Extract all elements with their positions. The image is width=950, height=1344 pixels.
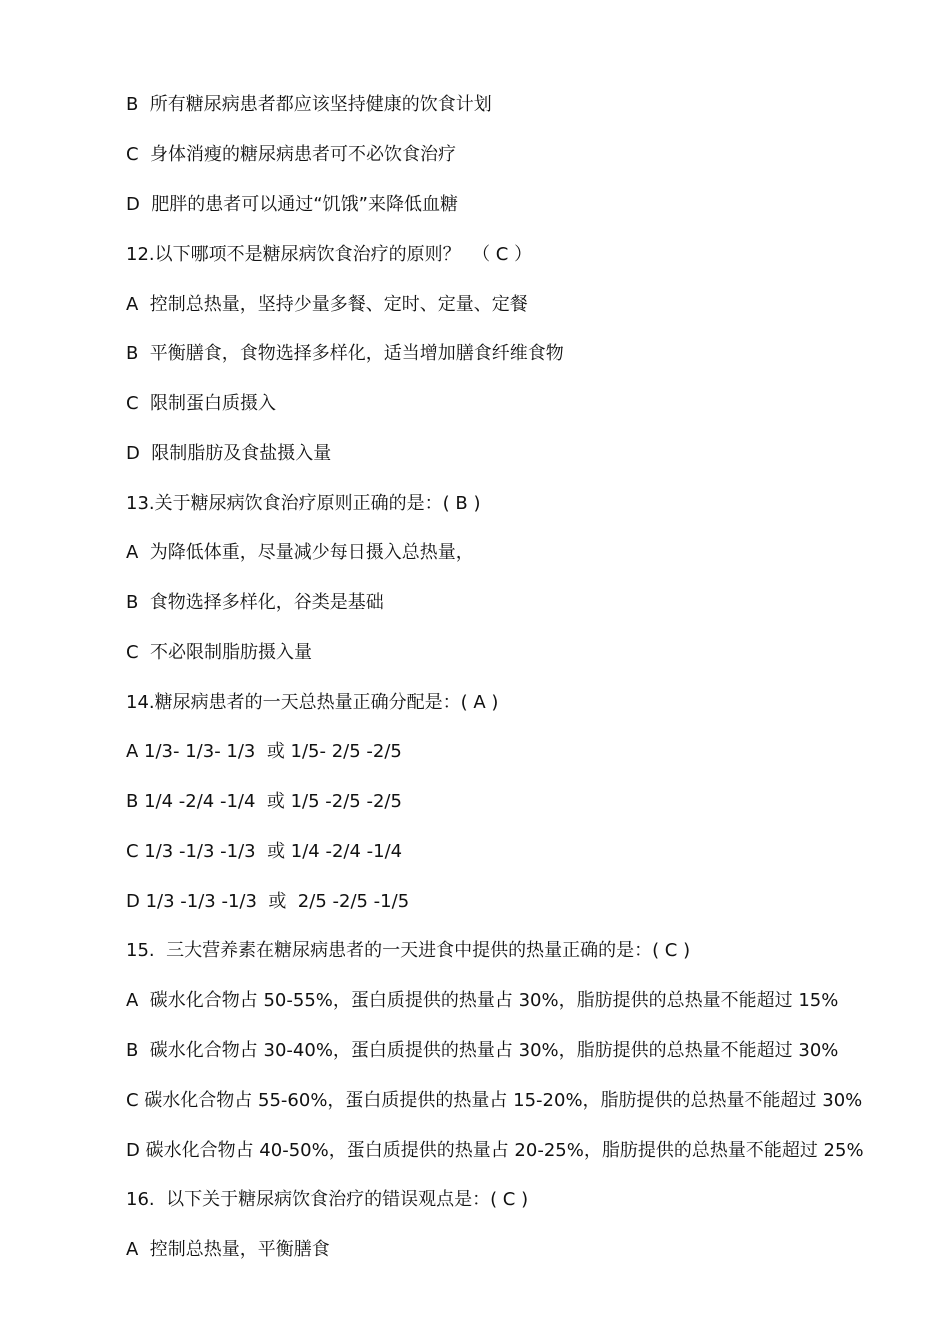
- question-line: 15. 三大营养素在糖尿病患者的一天进食中提供的热量正确的是：( C ): [126, 940, 691, 961]
- option-line: A 1/3- 1/3- 1/3 或 1/5- 2/5 -2/5: [126, 741, 402, 762]
- option-line: C 限制蛋白质摄入: [126, 393, 277, 414]
- option-line: A 控制总热量，平衡膳食: [126, 1239, 330, 1260]
- question-line: 16. 以下关于糖尿病饮食治疗的错误观点是：( C ): [126, 1189, 529, 1210]
- option-line: A 碳水化合物占 50-55%，蛋白质提供的热量占 30%，脂肪提供的总热量不能超过 15%: [126, 990, 839, 1011]
- option-line: B 食物选择多样化，谷类是基础: [126, 592, 384, 613]
- option-line: D 限制脂肪及食盐摄入量: [126, 443, 332, 464]
- option-line: A 控制总热量，坚持少量多餐、定时、定量、定餐: [126, 294, 528, 315]
- option-line: C 不必限制脂肪摄入量: [126, 642, 313, 663]
- option-line: D 1/3 -1/3 -1/3 或 2/5 -2/5 -1/5: [126, 891, 410, 912]
- option-line: D 肥胖的患者可以通过“饥饿”来降低血糖: [126, 194, 458, 215]
- question-line: 12.以下哪项不是糖尿病饮食治疗的原则？ （ C ）: [126, 244, 533, 265]
- option-line: D 碳水化合物占 40-50%，蛋白质提供的热量占 20-25%，脂肪提供的总热量不能超过 25%: [126, 1140, 864, 1161]
- option-line: C 1/3 -1/3 -1/3 或 1/4 -2/4 -1/4: [126, 841, 403, 862]
- question-line: 13.关于糖尿病饮食治疗原则正确的是：( B ): [126, 493, 481, 514]
- option-line: C 碳水化合物占 55-60%，蛋白质提供的热量占 15-20%，脂肪提供的总热量不能超过 30%: [126, 1090, 863, 1111]
- option-line: A 为降低体重，尽量减少每日摄入总热量，: [126, 542, 474, 563]
- question-line: 14.糖尿病患者的一天总热量正确分配是：( A ): [126, 692, 499, 713]
- option-line: B 1/4 -2/4 -1/4 或 1/5 -2/5 -2/5: [126, 791, 402, 812]
- option-line: B 碳水化合物占 30-40%，蛋白质提供的热量占 30%，脂肪提供的总热量不能超过 30%: [126, 1040, 839, 1061]
- option-line: C 身体消瘦的糖尿病患者可不必饮食治疗: [126, 144, 457, 165]
- option-line: B 平衡膳食，食物选择多样化，适当增加膳食纤维食物: [126, 343, 564, 364]
- option-line: B 所有糖尿病患者都应该坚持健康的饮食计划: [126, 94, 492, 115]
